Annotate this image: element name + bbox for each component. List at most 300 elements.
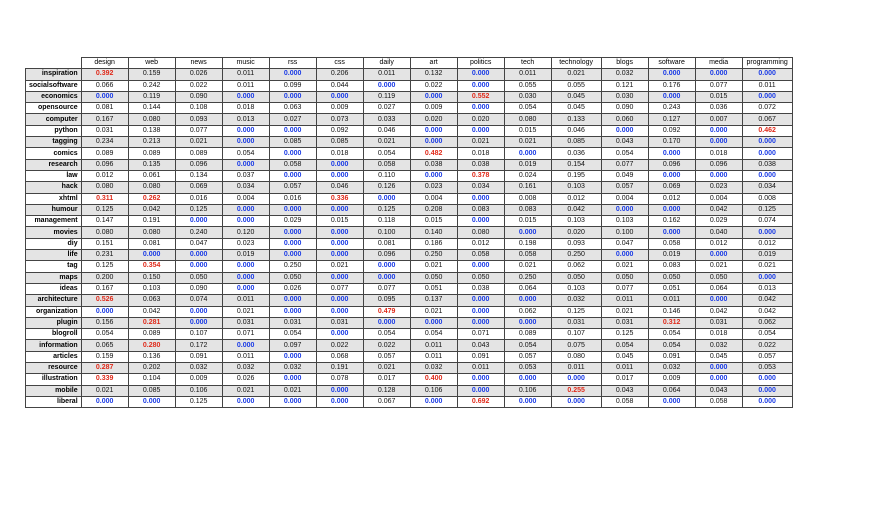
- cell-information-music: 0.000: [222, 340, 269, 351]
- cell-mobile-software: 0.064: [648, 385, 695, 396]
- cell-illustration-technology: 0.000: [551, 374, 601, 385]
- cell-organization-css: 0.000: [316, 306, 363, 317]
- cell-economics-technology: 0.045: [551, 91, 601, 102]
- cell-socialsoftware-news: 0.022: [175, 80, 222, 91]
- cell-inspiration-rss: 0.000: [269, 69, 316, 80]
- cell-management-technology: 0.103: [551, 216, 601, 227]
- cell-economics-web: 0.119: [128, 91, 175, 102]
- cell-blogroll-software: 0.054: [648, 329, 695, 340]
- cell-xhtml-web: 0.262: [128, 193, 175, 204]
- cell-organization-design: 0.000: [81, 306, 128, 317]
- cell-organization-politics: 0.000: [457, 306, 504, 317]
- cell-management-music: 0.000: [222, 216, 269, 227]
- cell-xhtml-media: 0.004: [695, 193, 742, 204]
- cell-humour-tech: 0.083: [504, 204, 551, 215]
- cell-articles-web: 0.136: [128, 351, 175, 362]
- table-row-illustration: [26, 374, 793, 385]
- cell-tagging-design: 0.234: [81, 137, 128, 148]
- cell-socialsoftware-politics: 0.000: [457, 80, 504, 91]
- cell-illustration-web: 0.104: [128, 374, 175, 385]
- tag-correlation-sheet: [25, 57, 793, 408]
- row-label-movies: movies: [26, 227, 82, 238]
- row-label-humour: humour: [26, 204, 82, 215]
- cell-mobile-rss: 0.021: [269, 385, 316, 396]
- cell-tagging-tech: 0.021: [504, 137, 551, 148]
- cell-hack-tech: 0.161: [504, 182, 551, 193]
- header-row: [26, 58, 793, 69]
- cell-ideas-blogs: 0.077: [601, 283, 648, 294]
- cell-information-programming: 0.022: [742, 340, 792, 351]
- cell-movies-css: 0.000: [316, 227, 363, 238]
- cell-hack-web: 0.080: [128, 182, 175, 193]
- cell-resource-design: 0.287: [81, 363, 128, 374]
- cell-tag-rss: 0.250: [269, 261, 316, 272]
- cell-inspiration-programming: 0.000: [742, 69, 792, 80]
- cell-life-media: 0.000: [695, 250, 742, 261]
- cell-management-tech: 0.015: [504, 216, 551, 227]
- cell-information-web: 0.280: [128, 340, 175, 351]
- row-label-computer: computer: [26, 114, 82, 125]
- cell-python-programming: 0.462: [742, 125, 792, 136]
- cell-ideas-web: 0.103: [128, 283, 175, 294]
- cell-mobile-blogs: 0.043: [601, 385, 648, 396]
- table-row-articles: [26, 351, 793, 362]
- cell-management-css: 0.015: [316, 216, 363, 227]
- cell-plugin-web: 0.281: [128, 317, 175, 328]
- cell-hack-news: 0.069: [175, 182, 222, 193]
- cell-organization-programming: 0.042: [742, 306, 792, 317]
- cell-tag-blogs: 0.021: [601, 261, 648, 272]
- cell-python-media: 0.000: [695, 125, 742, 136]
- cell-xhtml-daily: 0.000: [363, 193, 410, 204]
- cell-tag-media: 0.021: [695, 261, 742, 272]
- cell-computer-technology: 0.133: [551, 114, 601, 125]
- cell-tag-web: 0.354: [128, 261, 175, 272]
- cell-socialsoftware-daily: 0.000: [363, 80, 410, 91]
- cell-humour-music: 0.000: [222, 204, 269, 215]
- cell-liberal-programming: 0.000: [742, 396, 792, 407]
- cell-comics-css: 0.018: [316, 148, 363, 159]
- cell-articles-blogs: 0.045: [601, 351, 648, 362]
- cell-hack-politics: 0.034: [457, 182, 504, 193]
- cell-life-politics: 0.058: [457, 250, 504, 261]
- table-row-resource: [26, 363, 793, 374]
- cell-management-art: 0.015: [410, 216, 457, 227]
- cell-articles-art: 0.011: [410, 351, 457, 362]
- cell-movies-web: 0.080: [128, 227, 175, 238]
- column-header-software: software: [648, 58, 695, 69]
- cell-research-tech: 0.019: [504, 159, 551, 170]
- cell-tag-music: 0.000: [222, 261, 269, 272]
- cell-law-art: 0.000: [410, 170, 457, 181]
- table-row-movies: [26, 227, 793, 238]
- cell-opensource-news: 0.108: [175, 103, 222, 114]
- cell-plugin-media: 0.031: [695, 317, 742, 328]
- cell-organization-art: 0.021: [410, 306, 457, 317]
- cell-management-politics: 0.000: [457, 216, 504, 227]
- cell-xhtml-css: 0.336: [316, 193, 363, 204]
- cell-ideas-css: 0.077: [316, 283, 363, 294]
- cell-tagging-music: 0.000: [222, 137, 269, 148]
- cell-information-css: 0.022: [316, 340, 363, 351]
- cell-resource-css: 0.191: [316, 363, 363, 374]
- cell-organization-daily: 0.479: [363, 306, 410, 317]
- cell-computer-web: 0.080: [128, 114, 175, 125]
- cell-life-technology: 0.250: [551, 250, 601, 261]
- cell-socialsoftware-tech: 0.055: [504, 80, 551, 91]
- cell-law-web: 0.061: [128, 170, 175, 181]
- cell-management-blogs: 0.103: [601, 216, 648, 227]
- cell-information-tech: 0.054: [504, 340, 551, 351]
- cell-economics-design: 0.000: [81, 91, 128, 102]
- cell-inspiration-blogs: 0.032: [601, 69, 648, 80]
- cell-articles-programming: 0.057: [742, 351, 792, 362]
- cell-blogroll-rss: 0.054: [269, 329, 316, 340]
- cell-comics-music: 0.054: [222, 148, 269, 159]
- column-header-technology: technology: [551, 58, 601, 69]
- cell-research-art: 0.038: [410, 159, 457, 170]
- cell-tagging-blogs: 0.043: [601, 137, 648, 148]
- cell-plugin-art: 0.000: [410, 317, 457, 328]
- cell-life-daily: 0.096: [363, 250, 410, 261]
- row-label-liberal: liberal: [26, 396, 82, 407]
- cell-economics-politics: 0.552: [457, 91, 504, 102]
- cell-opensource-daily: 0.027: [363, 103, 410, 114]
- cell-life-art: 0.250: [410, 250, 457, 261]
- cell-inspiration-software: 0.000: [648, 69, 695, 80]
- table-row-mobile: [26, 385, 793, 396]
- cell-blogroll-blogs: 0.125: [601, 329, 648, 340]
- cell-tagging-css: 0.085: [316, 137, 363, 148]
- cell-plugin-politics: 0.000: [457, 317, 504, 328]
- cell-life-software: 0.019: [648, 250, 695, 261]
- corner-cell: [26, 58, 82, 69]
- cell-plugin-rss: 0.031: [269, 317, 316, 328]
- cell-hack-design: 0.080: [81, 182, 128, 193]
- cell-diy-art: 0.186: [410, 238, 457, 249]
- table-row-socialsoftware: [26, 80, 793, 91]
- cell-economics-software: 0.000: [648, 91, 695, 102]
- cell-economics-programming: 0.000: [742, 91, 792, 102]
- cell-life-web: 0.000: [128, 250, 175, 261]
- cell-python-art: 0.000: [410, 125, 457, 136]
- cell-comics-politics: 0.018: [457, 148, 504, 159]
- column-header-web: web: [128, 58, 175, 69]
- table-row-humour: [26, 204, 793, 215]
- cell-architecture-design: 0.526: [81, 295, 128, 306]
- cell-law-rss: 0.000: [269, 170, 316, 181]
- table-row-tag: [26, 261, 793, 272]
- cell-articles-software: 0.091: [648, 351, 695, 362]
- table-row-diy: [26, 238, 793, 249]
- cell-comics-technology: 0.036: [551, 148, 601, 159]
- cell-economics-music: 0.000: [222, 91, 269, 102]
- cell-illustration-programming: 0.000: [742, 374, 792, 385]
- cell-architecture-software: 0.011: [648, 295, 695, 306]
- cell-law-software: 0.000: [648, 170, 695, 181]
- cell-movies-media: 0.040: [695, 227, 742, 238]
- cell-tag-art: 0.021: [410, 261, 457, 272]
- cell-hack-software: 0.069: [648, 182, 695, 193]
- cell-resource-software: 0.032: [648, 363, 695, 374]
- row-label-articles: articles: [26, 351, 82, 362]
- cell-ideas-media: 0.064: [695, 283, 742, 294]
- row-label-economics: economics: [26, 91, 82, 102]
- cell-python-news: 0.077: [175, 125, 222, 136]
- cell-humour-web: 0.042: [128, 204, 175, 215]
- table-row-python: [26, 125, 793, 136]
- cell-maps-web: 0.150: [128, 272, 175, 283]
- cell-diy-news: 0.047: [175, 238, 222, 249]
- cell-socialsoftware-web: 0.242: [128, 80, 175, 91]
- cell-architecture-css: 0.000: [316, 295, 363, 306]
- cell-research-blogs: 0.077: [601, 159, 648, 170]
- cell-resource-technology: 0.011: [551, 363, 601, 374]
- cell-maps-design: 0.200: [81, 272, 128, 283]
- cell-blogroll-media: 0.018: [695, 329, 742, 340]
- cell-illustration-tech: 0.000: [504, 374, 551, 385]
- cell-ideas-daily: 0.077: [363, 283, 410, 294]
- cell-comics-programming: 0.000: [742, 148, 792, 159]
- cell-socialsoftware-music: 0.011: [222, 80, 269, 91]
- cell-illustration-daily: 0.017: [363, 374, 410, 385]
- cell-research-technology: 0.154: [551, 159, 601, 170]
- cell-python-web: 0.138: [128, 125, 175, 136]
- cell-inspiration-web: 0.159: [128, 69, 175, 80]
- cell-architecture-politics: 0.000: [457, 295, 504, 306]
- cell-mobile-technology: 0.255: [551, 385, 601, 396]
- cell-ideas-technology: 0.103: [551, 283, 601, 294]
- cell-comics-media: 0.018: [695, 148, 742, 159]
- cell-tag-design: 0.125: [81, 261, 128, 272]
- cell-socialsoftware-technology: 0.055: [551, 80, 601, 91]
- column-header-daily: daily: [363, 58, 410, 69]
- cell-economics-news: 0.090: [175, 91, 222, 102]
- cell-computer-media: 0.007: [695, 114, 742, 125]
- cell-xhtml-tech: 0.008: [504, 193, 551, 204]
- cell-law-css: 0.000: [316, 170, 363, 181]
- column-header-media: media: [695, 58, 742, 69]
- cell-humour-art: 0.208: [410, 204, 457, 215]
- cell-articles-css: 0.068: [316, 351, 363, 362]
- cell-research-software: 0.096: [648, 159, 695, 170]
- table-row-blogroll: [26, 329, 793, 340]
- row-label-maps: maps: [26, 272, 82, 283]
- cell-opensource-politics: 0.000: [457, 103, 504, 114]
- cell-articles-design: 0.159: [81, 351, 128, 362]
- cell-law-music: 0.037: [222, 170, 269, 181]
- cell-opensource-software: 0.243: [648, 103, 695, 114]
- cell-humour-politics: 0.083: [457, 204, 504, 215]
- cell-inspiration-technology: 0.021: [551, 69, 601, 80]
- cell-tag-technology: 0.062: [551, 261, 601, 272]
- cell-socialsoftware-css: 0.044: [316, 80, 363, 91]
- cell-tagging-web: 0.213: [128, 137, 175, 148]
- cell-humour-rss: 0.000: [269, 204, 316, 215]
- cell-mobile-daily: 0.128: [363, 385, 410, 396]
- cell-hack-daily: 0.126: [363, 182, 410, 193]
- cell-resource-web: 0.202: [128, 363, 175, 374]
- cell-information-design: 0.065: [81, 340, 128, 351]
- cell-movies-politics: 0.080: [457, 227, 504, 238]
- cell-research-music: 0.000: [222, 159, 269, 170]
- cell-research-politics: 0.038: [457, 159, 504, 170]
- cell-socialsoftware-media: 0.077: [695, 80, 742, 91]
- cell-maps-tech: 0.250: [504, 272, 551, 283]
- column-header-music: music: [222, 58, 269, 69]
- cell-law-technology: 0.195: [551, 170, 601, 181]
- row-label-opensource: opensource: [26, 103, 82, 114]
- cell-tagging-technology: 0.085: [551, 137, 601, 148]
- row-label-mobile: mobile: [26, 385, 82, 396]
- cell-python-tech: 0.015: [504, 125, 551, 136]
- cell-opensource-programming: 0.072: [742, 103, 792, 114]
- cell-articles-daily: 0.057: [363, 351, 410, 362]
- cell-python-rss: 0.000: [269, 125, 316, 136]
- cell-ideas-politics: 0.038: [457, 283, 504, 294]
- cell-architecture-rss: 0.000: [269, 295, 316, 306]
- table-row-architecture: [26, 295, 793, 306]
- cell-economics-media: 0.015: [695, 91, 742, 102]
- cell-blogroll-programming: 0.054: [742, 329, 792, 340]
- cell-mobile-web: 0.085: [128, 385, 175, 396]
- cell-organization-media: 0.042: [695, 306, 742, 317]
- cell-diy-web: 0.081: [128, 238, 175, 249]
- cell-movies-music: 0.120: [222, 227, 269, 238]
- cell-management-web: 0.191: [128, 216, 175, 227]
- cell-comics-news: 0.089: [175, 148, 222, 159]
- cell-tag-politics: 0.000: [457, 261, 504, 272]
- cell-blogroll-art: 0.054: [410, 329, 457, 340]
- cell-tagging-software: 0.170: [648, 137, 695, 148]
- cell-socialsoftware-software: 0.176: [648, 80, 695, 91]
- cell-hack-blogs: 0.057: [601, 182, 648, 193]
- cell-socialsoftware-design: 0.066: [81, 80, 128, 91]
- cell-diy-software: 0.058: [648, 238, 695, 249]
- table-row-computer: [26, 114, 793, 125]
- cell-liberal-music: 0.000: [222, 396, 269, 407]
- cell-law-blogs: 0.049: [601, 170, 648, 181]
- row-label-socialsoftware: socialsoftware: [26, 80, 82, 91]
- cell-hack-media: 0.023: [695, 182, 742, 193]
- tag-correlation-table: [25, 57, 793, 408]
- table-row-maps: [26, 272, 793, 283]
- row-label-law: law: [26, 170, 82, 181]
- cell-movies-daily: 0.100: [363, 227, 410, 238]
- cell-plugin-technology: 0.031: [551, 317, 601, 328]
- row-label-research: research: [26, 159, 82, 170]
- row-label-comics: comics: [26, 148, 82, 159]
- cell-liberal-politics: 0.692: [457, 396, 504, 407]
- cell-computer-programming: 0.067: [742, 114, 792, 125]
- cell-maps-programming: 0.000: [742, 272, 792, 283]
- cell-management-rss: 0.029: [269, 216, 316, 227]
- cell-liberal-software: 0.000: [648, 396, 695, 407]
- cell-mobile-programming: 0.000: [742, 385, 792, 396]
- cell-management-media: 0.029: [695, 216, 742, 227]
- cell-liberal-blogs: 0.058: [601, 396, 648, 407]
- cell-architecture-programming: 0.042: [742, 295, 792, 306]
- table-row-management: [26, 216, 793, 227]
- cell-tag-software: 0.083: [648, 261, 695, 272]
- cell-organization-web: 0.042: [128, 306, 175, 317]
- table-row-opensource: [26, 103, 793, 114]
- cell-organization-software: 0.146: [648, 306, 695, 317]
- cell-law-daily: 0.110: [363, 170, 410, 181]
- cell-resource-news: 0.032: [175, 363, 222, 374]
- cell-comics-blogs: 0.054: [601, 148, 648, 159]
- cell-humour-programming: 0.125: [742, 204, 792, 215]
- column-header-rss: rss: [269, 58, 316, 69]
- cell-humour-technology: 0.042: [551, 204, 601, 215]
- table-row-life: [26, 250, 793, 261]
- cell-illustration-design: 0.339: [81, 374, 128, 385]
- cell-articles-music: 0.011: [222, 351, 269, 362]
- cell-law-design: 0.012: [81, 170, 128, 181]
- cell-diy-music: 0.023: [222, 238, 269, 249]
- cell-tagging-rss: 0.085: [269, 137, 316, 148]
- cell-tagging-news: 0.021: [175, 137, 222, 148]
- cell-mobile-media: 0.043: [695, 385, 742, 396]
- cell-opensource-web: 0.144: [128, 103, 175, 114]
- column-header-blogs: blogs: [601, 58, 648, 69]
- cell-maps-technology: 0.050: [551, 272, 601, 283]
- table-row-hack: [26, 182, 793, 193]
- row-label-python: python: [26, 125, 82, 136]
- cell-socialsoftware-art: 0.022: [410, 80, 457, 91]
- cell-information-technology: 0.075: [551, 340, 601, 351]
- cell-maps-blogs: 0.050: [601, 272, 648, 283]
- cell-python-politics: 0.000: [457, 125, 504, 136]
- cell-comics-art: 0.482: [410, 148, 457, 159]
- cell-life-music: 0.019: [222, 250, 269, 261]
- cell-plugin-blogs: 0.031: [601, 317, 648, 328]
- cell-mobile-css: 0.000: [316, 385, 363, 396]
- cell-architecture-technology: 0.032: [551, 295, 601, 306]
- cell-plugin-design: 0.156: [81, 317, 128, 328]
- table-row-research: [26, 159, 793, 170]
- cell-mobile-art: 0.106: [410, 385, 457, 396]
- cell-liberal-web: 0.000: [128, 396, 175, 407]
- cell-tagging-art: 0.000: [410, 137, 457, 148]
- cell-xhtml-news: 0.016: [175, 193, 222, 204]
- cell-blogroll-css: 0.000: [316, 329, 363, 340]
- cell-inspiration-politics: 0.000: [457, 69, 504, 80]
- cell-tag-news: 0.000: [175, 261, 222, 272]
- cell-articles-tech: 0.057: [504, 351, 551, 362]
- table-row-organization: [26, 306, 793, 317]
- row-label-illustration: illustration: [26, 374, 82, 385]
- row-label-tag: tag: [26, 261, 82, 272]
- cell-mobile-politics: 0.000: [457, 385, 504, 396]
- cell-plugin-daily: 0.000: [363, 317, 410, 328]
- cell-life-blogs: 0.000: [601, 250, 648, 261]
- cell-comics-design: 0.089: [81, 148, 128, 159]
- cell-architecture-web: 0.063: [128, 295, 175, 306]
- row-label-xhtml: xhtml: [26, 193, 82, 204]
- cell-hack-art: 0.023: [410, 182, 457, 193]
- cell-maps-css: 0.000: [316, 272, 363, 283]
- cell-opensource-music: 0.018: [222, 103, 269, 114]
- cell-tagging-daily: 0.021: [363, 137, 410, 148]
- cell-management-programming: 0.074: [742, 216, 792, 227]
- cell-humour-news: 0.125: [175, 204, 222, 215]
- cell-diy-media: 0.012: [695, 238, 742, 249]
- cell-opensource-technology: 0.045: [551, 103, 601, 114]
- cell-inspiration-tech: 0.011: [504, 69, 551, 80]
- cell-opensource-blogs: 0.090: [601, 103, 648, 114]
- cell-economics-blogs: 0.030: [601, 91, 648, 102]
